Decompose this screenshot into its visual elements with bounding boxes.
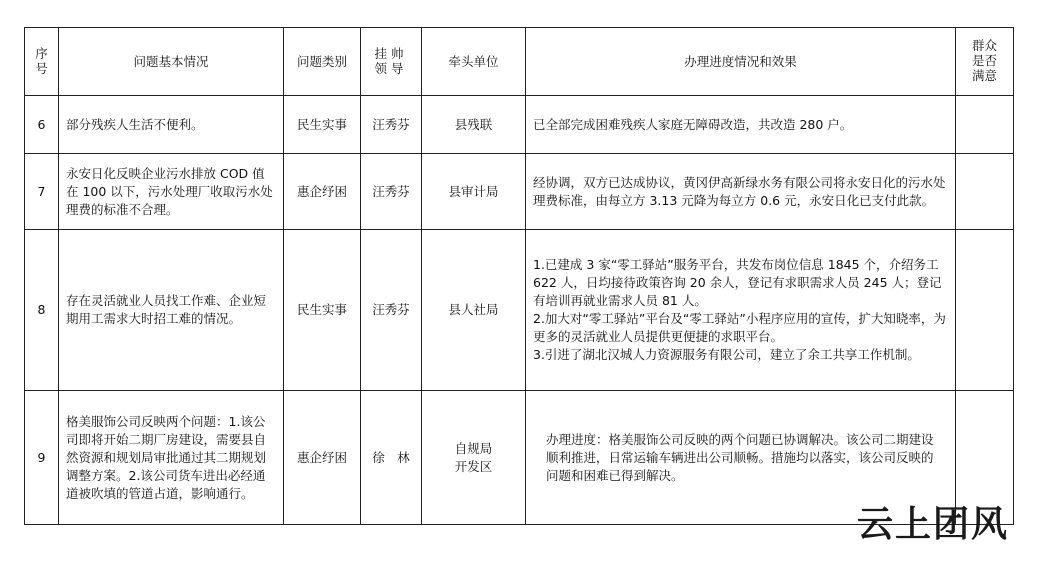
row-seq: 6 [25, 96, 59, 154]
row-issue: 格美服饰公司反映两个问题：1.该公司即将开始二期厂房建设，需要县自然资源和规划局审批通过其二期规划调整方案。2.该公司货车进出必经通道被吹填的管道占道，影响通行。 [59, 391, 284, 525]
header-seq: 序号 [25, 28, 59, 96]
row-satisfied [956, 96, 1014, 154]
progress-table [24, 27, 1014, 525]
row-seq: 9 [25, 391, 59, 525]
row-satisfied [956, 154, 1014, 230]
dept-line: 开发区 [454, 458, 493, 474]
header-issue: 问题基本情况 [59, 28, 284, 96]
row-dept: 县人社局 [422, 230, 526, 391]
row-category: 惠企纾困 [284, 391, 361, 525]
progress-item: 3.引进了湖北汉城人力资源服务有限公司，建立了余工共享工作机制。 [533, 347, 920, 362]
header-progress: 办理进度情况和效果 [526, 28, 956, 96]
progress-item: 1.已建成 3 家“零工驿站”服务平台，共发布岗位信息 1845 个，介绍务工 622 人，日均接待政策咨询 20 余人，登记有求职需求人员 245 人；登记有培训再就业需求人员 81 人。 [533, 257, 942, 308]
row-issue: 部分残疾人生活不便利。 [59, 96, 284, 154]
row-progress [526, 230, 956, 391]
row-leader: 徐 林 [361, 391, 422, 525]
header-leader: 挂帅领导 [361, 28, 422, 96]
row-leader: 汪秀芬 [361, 96, 422, 154]
row-progress: 办理进度：格美服饰公司反映的两个问题已协调解决。该公司二期建设顺利推进，日常运输车辆进出公司顺畅。措施均以落实，该公司反映的问题和困难已得到解决。 [526, 391, 956, 525]
table-row [25, 96, 1014, 154]
dept-line: 自规局 [454, 440, 493, 456]
row-leader: 汪秀芬 [361, 154, 422, 230]
row-leader: 汪秀芬 [361, 230, 422, 391]
row-satisfied [956, 230, 1014, 391]
row-issue: 永安日化反映企业污水排放 COD 值在 100 以下，污水处理厂收取污水处理费的标准不合理。 [59, 154, 284, 230]
row-progress: 已全部完成困难残疾人家庭无障碍改造，共改造 280 户。 [526, 96, 956, 154]
row-dept: 县残联 [422, 96, 526, 154]
row-progress: 经协调，双方已达成协议，黄冈伊高新绿水务有限公司将永安日化的污水处理费标准，由每立方 3.13 元降为每立方 0.6 元，永安日化已支付此款。 [526, 154, 956, 230]
header-dept: 牵头单位 [422, 28, 526, 96]
progress-item: 2.加大对“零工驿站”平台及“零工驿站”小程序应用的宣传，扩大知晓率，为更多的灵活就业人员提供更便捷的求职平台。 [533, 311, 946, 344]
row-category: 民生实事 [284, 96, 361, 154]
row-category: 惠企纾困 [284, 154, 361, 230]
header-satisfied: 群众是否满意 [956, 28, 1014, 96]
header-category: 问题类别 [284, 28, 361, 96]
row-dept [422, 391, 526, 525]
table-row [25, 154, 1014, 230]
row-seq: 8 [25, 230, 59, 391]
table-row [25, 230, 1014, 391]
row-issue: 存在灵活就业人员找工作难、企业短期用工需求大时招工难的情况。 [59, 230, 284, 391]
row-category: 民生实事 [284, 230, 361, 391]
watermark-logo: 云上团风 [856, 503, 1009, 545]
row-dept: 县审计局 [422, 154, 526, 230]
header-row [25, 28, 1014, 96]
row-seq: 7 [25, 154, 59, 230]
